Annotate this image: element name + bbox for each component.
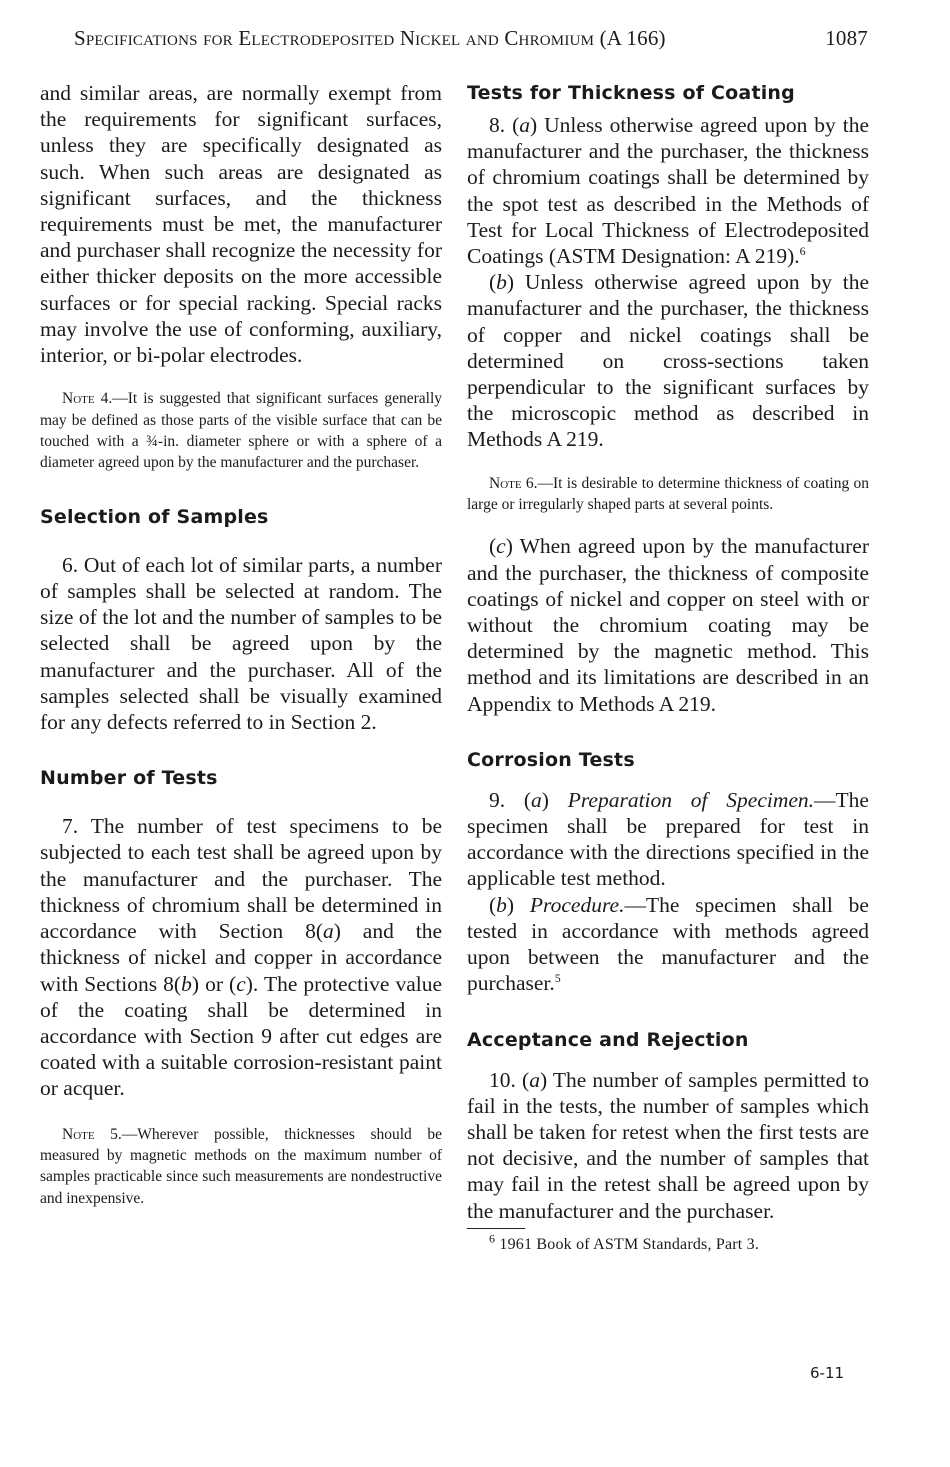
p9a-text: —The specimen shall be prepared for test in accordance with the directions specified in the applicable test method. xyxy=(467,787,869,891)
p9b-open: ( xyxy=(489,892,497,917)
p10-italic: a xyxy=(529,1067,540,1092)
paragraph-9a xyxy=(467,787,869,892)
page-code: 6-11 xyxy=(810,1364,845,1382)
p7-part-d: ). The protective value of the coating shall be determined in accordance with Section 9 after cut edges are coated with a suitable corrosion-resistant paint or acquer. xyxy=(40,971,442,1101)
heading-corrosion-tests: Corrosion Tests xyxy=(467,748,635,771)
paragraph-8c xyxy=(467,533,869,716)
footnote-marker: 6 xyxy=(489,1231,496,1246)
footnote-rule xyxy=(467,1228,525,1229)
p8b-text: ) Unless otherwise agreed upon by the manufacturer and the purchaser, the thickness of copper and nickel coatings shall be determined on cross-sections taken perpendicular to the significant surfaces by the microscopic method as described in Methods A 219. xyxy=(467,270,869,452)
p9a-num: 9. ( xyxy=(489,787,532,812)
note-5-label: Note 5. xyxy=(62,1125,122,1143)
note-5-text: —Wherever possible, thicknesses should be measured by magnetic methods on the maximum number of samples practicable since such measurements are nondestructive and inexpensive. xyxy=(40,1125,442,1207)
note-4-text: —It is suggested that significant surfaces generally may be defined as those parts of the visible surface that can be touched with a ¾-in. diameter sphere or with a sphere of a diameter agreed upon by the manufacturer and the purchaser. xyxy=(40,390,443,472)
p8b-open: ( xyxy=(489,270,497,295)
p7-part-b: ) and the thickness of nickel and copper in accordance with Sections 8( xyxy=(40,919,442,996)
header-title: Specifications for Electrodeposited Nickel and Chromium (A 166) xyxy=(74,26,666,50)
footnote-6 xyxy=(467,1233,869,1257)
p9b-mid: ) xyxy=(506,892,530,917)
p8c-italic: c xyxy=(496,534,506,559)
paragraph-6: 6. Out of each lot of similar parts, a number of samples shall be selected at random. The size of the lot and the number of samples to be selected shall be agreed upon by the manufacturer and the purchaser. All of the samples selected shall be visually examined for any defects referred to in Section 2. xyxy=(40,552,442,735)
p8c-open: ( xyxy=(489,534,497,559)
p8a-text: ) Unless otherwise agreed upon by the manufacturer and the purchaser, the thickness of chromium coatings shall be determined by the spot test as described in the Methods of Test for Local Thickness of Electrodeposited Coatings (ASTM Designation: A 219). xyxy=(467,113,869,269)
p7-italic-b: b xyxy=(181,971,192,996)
note-4-label: Note 4. xyxy=(62,390,113,408)
p10-text: ) The number of samples permitted to fail in the tests, the number of samples which shall be taken for retest when the first tests are not decisive, and the number of samples that may fail in the retest shall be agreed upon by the manufacturer and the purchaser. xyxy=(467,1067,869,1223)
p8b-italic: b xyxy=(496,270,507,295)
p7-italic-c: c xyxy=(236,971,246,996)
heading-acceptance-rejection: Acceptance and Rejection xyxy=(467,1028,749,1051)
note-6-text: —It is desirable to determine thickness of coating on large or irregularly shaped parts at several points. xyxy=(467,474,869,514)
paragraph-10a xyxy=(467,1067,869,1224)
p9a-title: Preparation of Specimen. xyxy=(567,787,815,812)
p9b-title: Procedure. xyxy=(529,892,625,917)
p9b-italic: b xyxy=(496,892,507,917)
p9a-italic: a xyxy=(531,787,542,812)
right-column xyxy=(467,80,869,1257)
p9a-mid: ) xyxy=(541,787,568,812)
paragraph-9b xyxy=(467,892,869,997)
p10-num: 10. ( xyxy=(489,1067,530,1092)
p8a-num: 8. ( xyxy=(489,113,520,137)
note-6 xyxy=(467,473,869,516)
note-4 xyxy=(40,388,442,474)
p8c-text: ) When agreed upon by the manufacturer and the purchaser, the thickness of composite coatings of nickel and copper on steel with or without the chromium coating may be determined by the magnetic method. This method and its limitations are described in an Appendix to Methods A 219. xyxy=(467,534,869,716)
paragraph-continued: and similar areas, are normally exempt from the requirements for significant surfaces, unless they are specifically designated as such. When such areas are designated as significant surfaces, and the thickness requirements must be met, the manufacturer and purchaser shall recognize the necessity for either thicker deposits on the more accessible surfaces or for special racking. Special racks may involve the use of conforming, auxiliary, interior, or bi-polar electrodes. xyxy=(40,81,442,368)
page-number: 1087 xyxy=(825,26,868,50)
left-column xyxy=(40,80,442,1209)
heading-selection-of-samples: Selection of Samples xyxy=(40,505,269,528)
paragraph-8a xyxy=(467,112,869,269)
note-5 xyxy=(40,1124,442,1210)
paragraph-8b xyxy=(467,269,869,452)
p7-part-a: 7. The number of test specimens to be subjected to each test shall be agreed upon by the manufacturer and the purchaser. The thickness of chromium shall be determined in accordance with Section 8( xyxy=(40,814,442,944)
p9b-footnote-ref: 5 xyxy=(554,971,561,986)
running-header xyxy=(74,26,868,58)
p9b-text: —The specimen shall be tested in accordance with methods agreed upon between the manufacturer and the purchaser. xyxy=(467,892,869,996)
p8a-footnote-ref: 6 xyxy=(799,243,806,258)
heading-thickness-tests: Tests for Thickness of Coating xyxy=(467,82,795,104)
heading-number-of-tests: Number of Tests xyxy=(40,767,218,790)
p7-part-c: ) or ( xyxy=(191,971,237,996)
footnote-text: 1961 Book of ASTM Standards, Part 3. xyxy=(495,1235,760,1253)
p7-italic-a: a xyxy=(322,919,334,944)
p8a-italic: a xyxy=(519,113,530,137)
note-6-label: Note 6. xyxy=(489,474,538,492)
paragraph-7 xyxy=(40,813,442,1101)
